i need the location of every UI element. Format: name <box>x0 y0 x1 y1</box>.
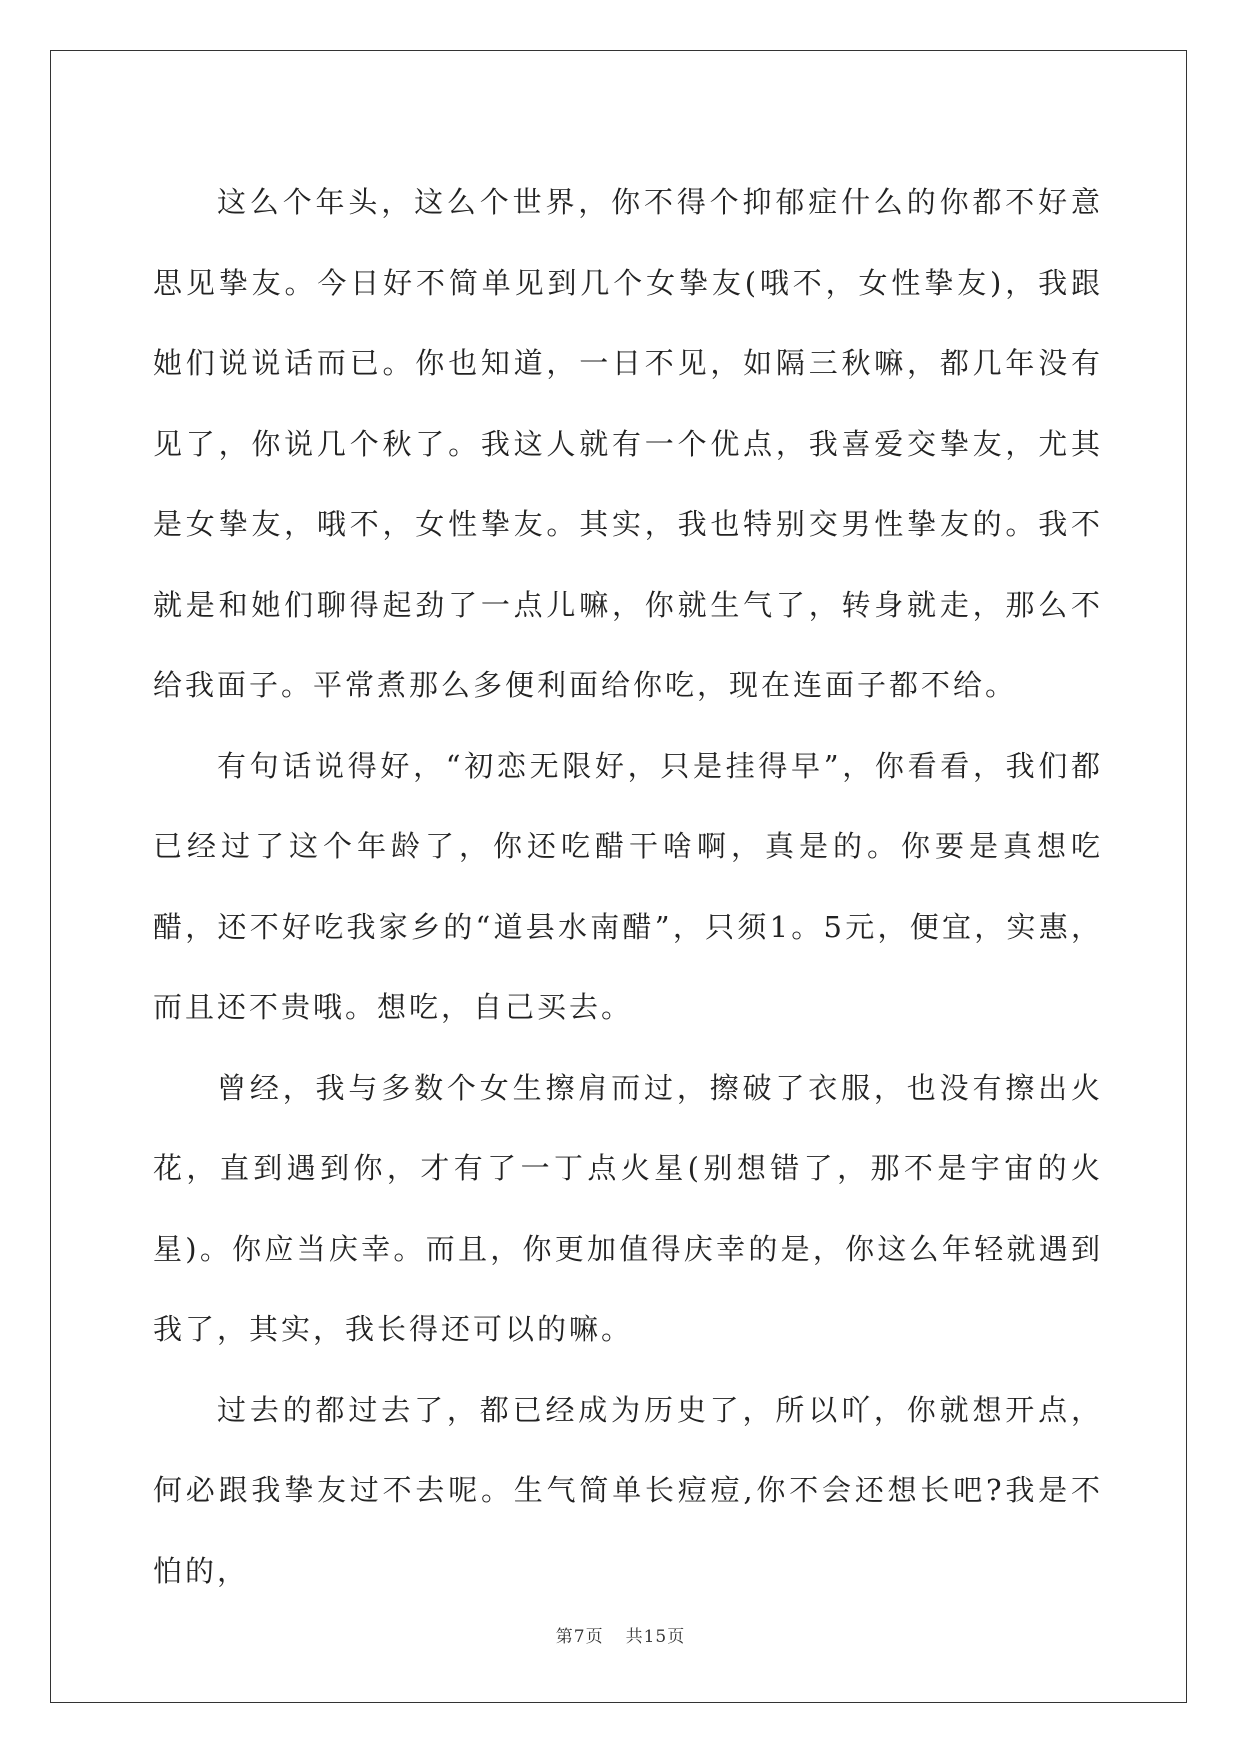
page-total: 共15页 <box>625 1627 686 1647</box>
page-footer <box>0 1622 1241 1647</box>
document-body <box>153 162 1103 1611</box>
paragraph: 曾经，我与多数个女生擦肩而过，擦破了衣服，也没有擦出火花，直到遇到你，才有了一丁点火星(别想错了，那不是宇宙的火星)。你应当庆幸。而且，你更加值得庆幸的是，你这么年轻就遇到我了，其实，我长得还可以的嘛。 <box>153 1070 1103 1346</box>
page-number: 第7页 <box>555 1627 604 1647</box>
paragraph: 有句话说得好，“初恋无限好，只是挂得早”，你看看，我们都已经过了这个年龄了，你还吃醋干啥啊，真是的。你要是真想吃醋，还不好吃我家乡的“道县水南醋”，只须1。5元，便宜，实惠，而且还不贵哦。想吃，自己买去。 <box>153 748 1103 1024</box>
paragraph: 这么个年头，这么个世界，你不得个抑郁症什么的你都不好意思见挚友。今日好不简单见到几个女挚友(哦不，女性挚友)，我跟她们说说话而已。你也知道，一日不见，如隔三秋嘛，都几年没有见了，你说几个秋了。我这人就有一个优点，我喜爱交挚友，尤其是女挚友，哦不，女性挚友。其实，我也特别交男性挚友的。我不就是和她们聊得起劲了一点儿嘛，你就生气了，转身就走，那么不给我面子。平常煮那么多便利面给你吃，现在连面子都不给。 <box>153 185 1103 702</box>
paragraph: 过去的都过去了，都已经成为历史了，所以吖，你就想开点，何必跟我挚友过不去呢。生气简单长痘痘,你不会还想长吧?我是不怕的， <box>153 1392 1103 1588</box>
